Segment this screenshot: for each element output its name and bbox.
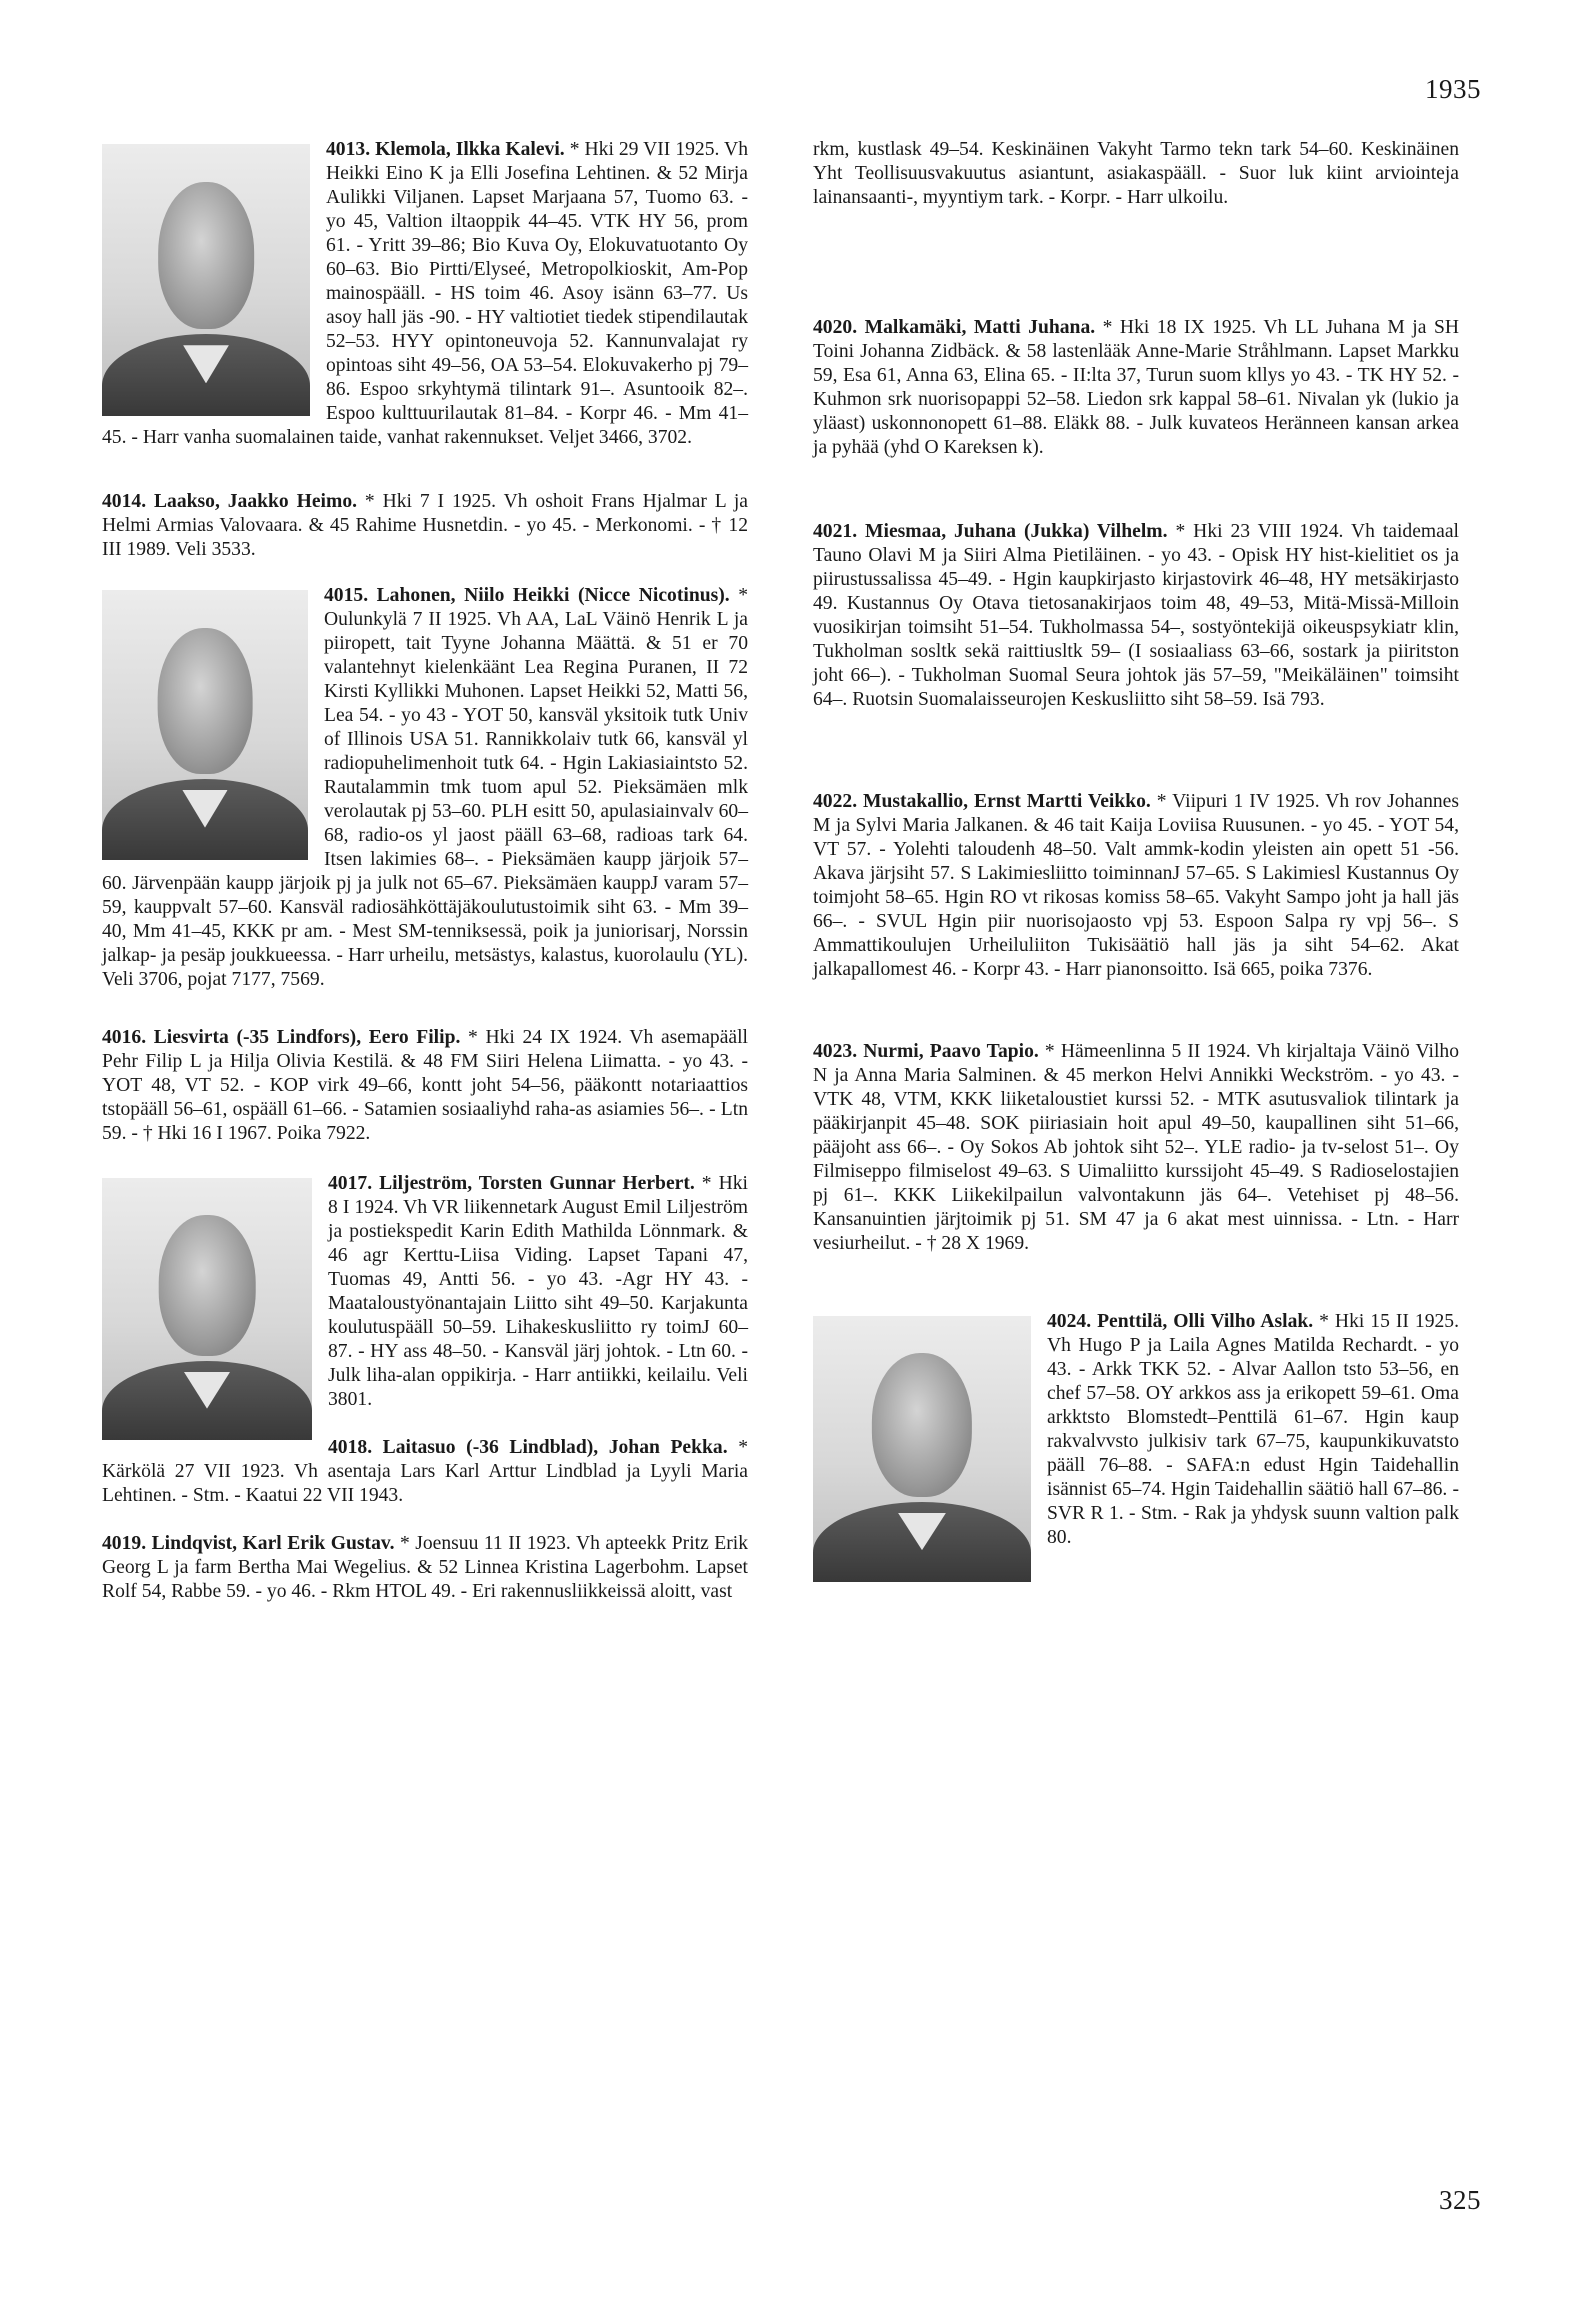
entry-text: * Hki 8 I 1924. Vh VR liikennetark August Emil Liljeström ja postiekspedit Karin Edith Mathilda Lönnmark. & 46 agr Kerttu-Liisa Viding. Lapset Tapani 47, Tuomas 49, Antti 56. - yo 43. -Agr HY 43. - Maataloustyönantajain Liitto siht 49–50. Karjakunta koulutuspääll 50–59. Lihakeskusliitto ry toimJ 60–87. - HY ass 48–50. - Kansväl järj johtok. - Ltn 60. - Julk liha-alan oppikirja. - Harr antiikki, keilailu. Veli 3801. xyxy=(328,1173,748,1410)
entry-heading: 4016. Liesvirta (-35 Lindfors), Eero Filip. xyxy=(102,1027,461,1048)
biography-entry-4022 xyxy=(813,790,1459,982)
entry-heading: 4015. Lahonen, Niilo Heikki (Nicce Nicotinus). xyxy=(324,585,730,606)
entry-text: * Hämeenlinna 5 II 1924. Vh kirjaltaja Väinö Vilho N ja Anna Maria Salminen. & 45 merkon Helvi Annikki Weckström. - yo 43. - VTK 48, VTM, KKK liiketaloustiet kurssi 52. - MTK asutusvaliok tilintark ja pääkirjanpit 45–48. SOK piiriasiain hoit apul 49–50, kaupallinen siht 51–66, pääjoht ass 66–. - Oy Sokos Ab johtok siht 52–. YLE radio- ja tv-selost 51–. Oy Filmiseppo filmiselost 49–63. S Uimaliitto kurssijoht 45–49. S Radioselostajien pj 61–. KKK Liikekilpailun valvontakunn jäs 64–. Vetehiset pj 48–56. Kansanuintien järjtoimik pj 51. SM 47 ja 6 akat mest uinnissa. - Ltn. - Harr vesiurheilut. - † 28 X 1969. xyxy=(813,1041,1460,1254)
biography-entry-4018 xyxy=(102,1436,748,1508)
entry-text: * Hki 7 I 1925. Vh oshoit Frans Hjalmar L ja Helmi Armias Valovaara. & 45 Rahime Husnetdin. - yo 45. - Merkonomi. - † 12 III 1989. Veli 3533. xyxy=(102,491,748,560)
left-column xyxy=(102,138,748,1630)
biography-entry-4019 xyxy=(102,1532,748,1604)
entry-heading: 4014. Laakso, Jaakko Heimo. xyxy=(102,491,358,512)
entry-text: rkm, kustlask 49–54. Keskinäinen Vakyht Tarmo tekn tark 54–60. Keskinäinen Yht Teollisuusvakuutus asiantunt, asiakaspääll. - Suor luk kiint arviointeja lainansaanti-, myyntiym tark. - Korpr. - Harr ulkoilu. xyxy=(813,139,1459,208)
biography-entry-4023 xyxy=(813,1040,1459,1256)
right-column xyxy=(813,138,1459,1586)
entry-heading: 4020. Malkamäki, Matti Juhana. xyxy=(813,317,1096,338)
entry-heading: 4017. Liljeström, Torsten Gunnar Herbert. xyxy=(328,1173,695,1194)
biography-entry-4016 xyxy=(102,1026,748,1146)
entry-text: * Hki 24 IX 1924. Vh asemapääll Pehr Filip L ja Hilja Olivia Kestilä. & 48 FM Siiri Helena Liimatta. - yo 43. - YOT 48, VT 52. - KOP virk 49–66, kontt joht 54–56, pääkontt notariaattios tstopääll 56–61, ospääll 61–66. - Satamien sosiaaliyhd raha-as asiamies 56–. - Ltn 59. - † Hki 16 I 1967. Poika 7922. xyxy=(102,1027,748,1144)
biography-entry-4021 xyxy=(813,520,1459,712)
biography-entry-4020 xyxy=(813,316,1459,460)
entry-text: * Joensuu 11 II 1923. Vh apteekk Pritz Erik Georg L ja farm Bertha Mai Wegelius. & 52 Linnea Kristina Lagerbohm. Lapset Rolf 54, Rabbe 59. - yo 46. - Rkm HTOL 49. - Eri rakennusliikkeissä aloitt, vast xyxy=(102,1533,748,1602)
page-number: 325 xyxy=(1439,2185,1481,2215)
biography-entry-4017 xyxy=(102,1172,748,1412)
entry-text: * Hki 23 VIII 1924. Vh taidemaal Tauno Olavi M ja Siiri Alma Pietiläinen. - yo 43. - Opisk HY hist-kielitiet os ja piirustussalissa 45–49. - Hgin kaupkirjasto kirjastovirk 46–48, HY metsäkirjasto 49. Kustannus Oy Otava tietosanakirjaos toim 48, 49–53, Mitä-Missä-Milloin vuosikirjan toimsiht 51–54. Tukholmassa 54–, sostyöntekijä oikeuspsykiatr klin, Tukholman sosltk sekä raittiusltk 59– (I sosiaaliass 63–66, sostark ja piiritston joht 66–). - Tukholman Suomal Seura johtok jäs 57–59, "Meikäläinen" toimsiht 64–. Ruotsin Suomalaisseurojen Keskusliitto siht 58–59. Isä 793. xyxy=(813,521,1459,710)
biography-entry-4024 xyxy=(813,1310,1459,1550)
biography-entry-continuation xyxy=(813,138,1459,210)
entry-heading: 4018. Laitasuo (-36 Lindblad), Johan Pekka. xyxy=(328,1437,728,1458)
biography-entry-4015 xyxy=(102,584,748,992)
entry-heading: 4024. Penttilä, Olli Vilho Aslak. xyxy=(1047,1311,1314,1332)
page-year: 1935 xyxy=(1425,74,1481,104)
entry-text: * Hki 18 IX 1925. Vh LL Juhana M ja SH Toini Johanna Zidbäck. & 58 lastenlääk Anne-Marie Stråhlmann. Lapset Markku 59, Esa 61, Anna 63, Elina 65. - II:lta 37, Turun suom kllys yo 43. - TK HY 52. - Kuhmon srk nuorisopappi 52–58. Liedon srk kappal 58–61. Nivalan yk (lukio ja yläast) uskonnonopett 61–88. Eläkk 88. - Julk kuvateos Heränneen kansan arkea ja pyhää (yhd O Kareksen k). xyxy=(813,317,1459,458)
entry-heading: 4021. Miesmaa, Juhana (Jukka) Vilhelm. xyxy=(813,521,1168,542)
entry-heading: 4019. Lindqvist, Karl Erik Gustav. xyxy=(102,1533,395,1554)
entry-text: * Kärkölä 27 VII 1923. Vh asentaja Lars Karl Arttur Lindblad ja Lyyli Maria Lehtinen. - Stm. - Kaatui 22 VII 1943. xyxy=(102,1437,748,1506)
portrait-photo xyxy=(102,590,308,860)
entry-text: * Oulunkylä 7 II 1925. Vh AA, LaL Väinö Henrik L ja piiropett, tait Tyyne Johanna Määttä. & 51 er 70 valantehnyt kielenkäänt Lea Regina Puranen, II 72 Kirsti Kyllikki Muhonen. Lapset Heikki 52, Matti 56, Lea 54. - yo 43 - YOT 50, kansväl yksitoik tutk Univ of Illinois USA 51. Rannikkolaiv tutk 66, kansväl yl radiopuhelimenhoit tutk 64. - Hgin Lakiasiaintsto 52. Rautalammin tmk tuom apul 52. Pieksämäen mlk verolautak pj 53–60. PLH esitt 50, apulasiainvalv 60–68, radio-os yl jaost pääll 63–68, radioas tark 64. Itsen lakimies 68–. - Pieksämäen kaupp järjoik 57–60. Järvenpään kaupp järjoik pj ja julk not 65–67. Pieksämäen kauppJ varam 57–59, kauppvalt 57–60. Kansväl radiosähköttäjäkoulutustoimik siht 63. - Mm 39–40, Mm 41–45, KKK pr am. - Mest SM-tenniksessä, poik ja juniorisarj, Norssin jalkap- ja pesäp joukkueessa. - Harr urheilu, metsästys, kalastus, kuorolaulu (YL). Veli 3706, pojat 7177, 7569. xyxy=(102,585,748,990)
portrait-photo xyxy=(102,144,310,416)
entry-text: * Viipuri 1 IV 1925. Vh rov Johannes M ja Sylvi Maria Jalkanen. & 46 tait Kaija Loviisa Ruusunen. - yo 45. - YOT 54, VT 57. - Yolehti taloudenh 48–50. Valt ammk-kodin yleisten ain opett 51 -56. Akava järjsiht 57. S Lakimiesliitto toiminnanJ 57–65. S Lakimiesl Kustannus Oy toimjoht 58–65. Hgin RO vt rikosas komiss 58–65. Vakyht Sampo joht ja hall jäs 66–. - SVUL Hgin piir nuorisojaosto vpj 53. Espoon Salpa ry vpj 56–. S Ammattikoulujen Urheiluliiton Tukisäätiö hall jäs ja siht 54–62. Akat jalkapallomest 46. - Korpr 43. - Harr pianonsoitto. Isä 665, poika 7376. xyxy=(813,791,1459,980)
biography-entry-4013 xyxy=(102,138,748,450)
entry-text: * Hki 15 II 1925. Vh Hugo P ja Laila Agnes Matilda Rechardt. - yo 43. - Arkk TKK 52. - Alvar Aallon tsto 53–56, en chef 57–58. OY arkkos ass ja erikopett 59–61. Oma arkktsto Blomstedt–Penttilä 61–67. Hgin kaup rakvalvvsto julkisiv tark 67–75, kaupunkikuvatsto pääll 76–88. - SAFA:n edust Hgin Taidehallin isännist 65–74. Hgin Taidehallin säätiö hall 67–86. - SVR R 1. - Stm. - Rak ja yhdysk suunn valtion palk 80. xyxy=(1047,1311,1460,1548)
entry-heading: 4023. Nurmi, Paavo Tapio. xyxy=(813,1041,1039,1062)
entry-text: * Hki 29 VII 1925. Vh Heikki Eino K ja Elli Josefina Lehtinen. & 52 Mirja Aulikki Viljanen. Lapset Marjaana 57, Tuomo 63. - yo 45, Valtion iltaoppik 44–45. VTK HY 56, prom 61. - Yritt 39–86; Bio Kuva Oy, Elokuvatuotanto Oy 60–63. Bio Pirtti/Elyseé, Metropolkioskit, Am-Pop mainospääll. - HS toim 46. Asoy isänn 63–77. Us asoy hall jäs -90. - HY valtiotiet tiedek stipendilautak 52–53. HYY opintoneuvoja 52. Kannunvalajat ry opintoas siht 49–56, OA 53–54. Elokuvakerho pj 79–86. Espoo srkyhtymä tilintark 91–. Asuntooik 82–. Espoo kulttuurilautak 81–84. - Korpr 46. - Mm 41–45. - Harr vanha suomalainen taide, vanhat rakennukset. Veljet 3466, 3702. xyxy=(102,139,748,448)
entry-heading: 4022. Mustakallio, Ernst Martti Veikko. xyxy=(813,791,1151,812)
entry-heading: 4013. Klemola, Ilkka Kalevi. xyxy=(326,139,565,160)
portrait-photo xyxy=(102,1178,312,1440)
portrait-photo xyxy=(813,1316,1031,1582)
biography-entry-4014 xyxy=(102,490,748,562)
